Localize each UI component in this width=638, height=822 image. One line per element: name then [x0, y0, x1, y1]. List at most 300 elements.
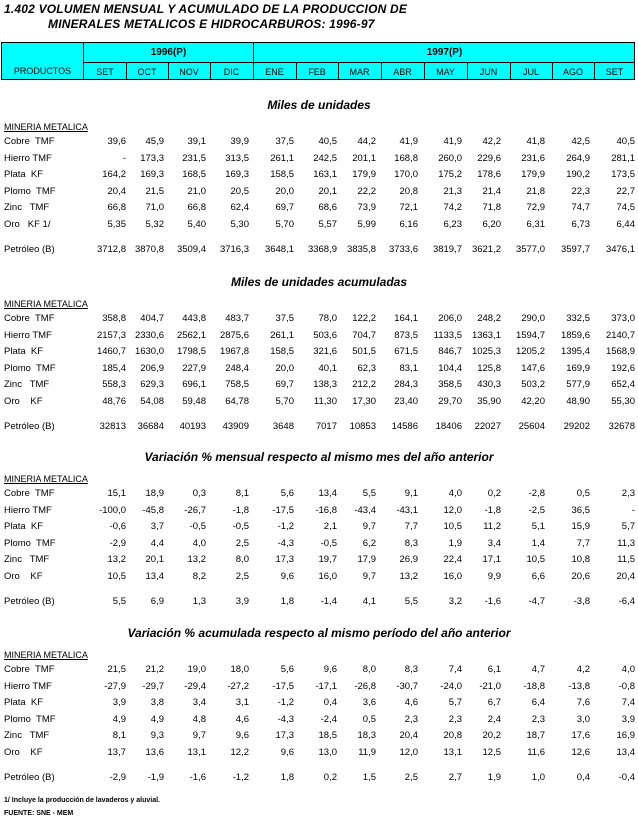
month-header: MAR — [349, 66, 370, 77]
month-header: JUL — [522, 66, 539, 77]
table-cell: 29,70 — [438, 396, 462, 407]
row-label: Petróleo (B) — [4, 420, 55, 432]
table-cell: 169,9 — [566, 362, 590, 374]
table-cell: 20,0 — [275, 185, 294, 197]
table-cell: 39,6 — [107, 136, 126, 147]
table-cell: -29,4 — [184, 680, 206, 692]
table-cell: 231,5 — [182, 152, 206, 164]
table-cell: 261,1 — [270, 152, 294, 164]
table-cell: 158,5 — [270, 169, 294, 181]
table-cell: 1568,9 — [605, 346, 635, 358]
table-cell: -2,9 — [109, 771, 126, 783]
table-cell: 5,7 — [448, 697, 462, 709]
table-cell: 17,3 — [275, 554, 294, 566]
table-cell: 179,9 — [352, 169, 376, 181]
table-cell: -27,2 — [227, 680, 249, 692]
table-cell: 147,6 — [521, 362, 545, 374]
petroleo-row — [0, 244, 638, 258]
table-cell: 6,20 — [482, 219, 501, 230]
table-cell: 32813 — [99, 420, 126, 432]
table-cell: 1798,5 — [176, 346, 206, 358]
table-cell: 10853 — [349, 420, 376, 432]
table-cell: 36,5 — [571, 504, 590, 516]
table-cell: 4,1 — [362, 595, 376, 607]
table-cell: -26,7 — [184, 504, 206, 516]
group-label: MINERIA METALICA — [4, 474, 88, 484]
table-cell: 1967,8 — [219, 346, 249, 358]
table-cell: 1,8 — [280, 595, 294, 607]
table-cell: 3712,8 — [96, 243, 126, 255]
table-cell: 1,9 — [448, 537, 462, 549]
table-cell: 3648,1 — [264, 243, 294, 255]
table-cell: 671,5 — [394, 346, 418, 358]
table-cell: -1,6 — [189, 771, 206, 783]
table-cell: 173,3 — [140, 152, 164, 164]
table-cell: 21,0 — [187, 185, 206, 197]
table-cell: 22,3 — [571, 185, 590, 197]
table-row — [0, 379, 638, 393]
table-cell: 1,3 — [192, 595, 206, 607]
table-row — [0, 681, 638, 695]
table-row — [0, 330, 638, 344]
table-cell: -2,4 — [320, 713, 337, 725]
table-cell: 26,9 — [399, 554, 418, 566]
table-cell: 11,3 — [617, 537, 635, 549]
table-cell: 5,6 — [280, 664, 294, 675]
table-cell: -17,5 — [272, 504, 294, 516]
table-cell: 1363,1 — [471, 329, 501, 341]
year-1996-label: 1996(P) — [150, 47, 187, 58]
table-cell: 13,4 — [145, 571, 164, 582]
row-label: Plomo TMF — [4, 185, 56, 197]
table-cell: 11,5 — [617, 554, 635, 566]
table-cell: 164,1 — [394, 313, 418, 324]
table-cell: 19,7 — [318, 554, 337, 566]
table-cell: 185,4 — [102, 362, 126, 374]
table-row — [0, 346, 638, 360]
table-cell: 29202 — [563, 420, 590, 432]
table-cell: 21,5 — [107, 664, 126, 675]
table-cell: 358,5 — [438, 379, 462, 391]
table-row — [0, 202, 638, 216]
table-cell: 2,3 — [404, 713, 418, 725]
table-cell: 1859,6 — [560, 329, 590, 341]
table-cell: -1,2 — [277, 697, 294, 709]
row-label: Cobre TMF — [4, 488, 55, 499]
table-cell: 0,4 — [576, 771, 590, 783]
table-cell: -2,8 — [528, 488, 545, 499]
row-label: Plata KF — [4, 697, 44, 709]
table-cell: 206,9 — [140, 362, 164, 374]
table-cell: 13,6 — [145, 747, 164, 758]
table-cell: 5,32 — [145, 219, 164, 230]
table-cell: 11,9 — [358, 747, 376, 758]
table-cell: 21,2 — [145, 664, 164, 675]
table-cell: 71,8 — [482, 202, 501, 214]
table-cell: 55,30 — [611, 396, 635, 407]
table-cell: 3716,3 — [219, 243, 249, 255]
table-cell: 1,0 — [531, 771, 545, 783]
table-cell: 6,4 — [531, 697, 545, 709]
table-cell: 13,2 — [107, 554, 126, 566]
table-cell: 13,1 — [187, 747, 206, 758]
table-cell: 4,2 — [576, 664, 590, 675]
table-cell: 3,7 — [150, 521, 164, 533]
table-cell: -2,5 — [528, 504, 545, 516]
month-header: NOV — [179, 66, 199, 77]
table-cell: 42,2 — [482, 136, 501, 147]
table-cell: 3621,2 — [471, 243, 501, 255]
table-cell: 1594,7 — [515, 329, 545, 341]
table-cell: 358,8 — [102, 313, 126, 324]
table-cell: 3,6 — [362, 697, 376, 709]
month-header: ENE — [265, 66, 284, 77]
table-cell: 9,6 — [323, 664, 337, 675]
table-cell: 19,0 — [187, 664, 206, 675]
table-cell: -17,1 — [315, 680, 337, 692]
month-header: OCT — [137, 66, 157, 77]
table-cell: 10,5 — [443, 521, 462, 533]
row-label: Hierro TMF — [4, 504, 52, 516]
table-row — [0, 521, 638, 535]
row-label: Hierro TMF — [4, 680, 52, 692]
table-cell: 1460,7 — [96, 346, 126, 358]
table-cell: 4,9 — [112, 713, 126, 725]
table-cell: 7017 — [315, 420, 337, 432]
table-cell: 43909 — [222, 420, 249, 432]
table-cell: 5,30 — [230, 219, 249, 230]
table-cell: 168,5 — [182, 169, 206, 181]
group-label: MINERIA METALICA — [4, 122, 88, 132]
table-cell: 2330,6 — [134, 329, 164, 341]
table-cell: 20,4 — [399, 730, 418, 742]
table-cell: 443,8 — [182, 313, 206, 324]
month-header: ABR — [393, 66, 412, 77]
table-cell: 248,2 — [477, 313, 501, 324]
table-cell: 1,4 — [531, 537, 545, 549]
table-cell: 1395,4 — [560, 346, 590, 358]
table-cell: 758,5 — [225, 379, 249, 391]
table-cell: 74,2 — [443, 202, 462, 214]
table-cell: 168,8 — [394, 152, 418, 164]
table-row — [0, 730, 638, 744]
table-cell: 13,2 — [187, 554, 206, 566]
table-cell: 4,8 — [192, 713, 206, 725]
table-cell: 11,2 — [483, 521, 501, 533]
row-label: Petróleo (B) — [4, 771, 55, 783]
table-cell: -30,7 — [396, 680, 418, 692]
row-label: Petróleo (B) — [4, 243, 55, 255]
table-row — [0, 363, 638, 377]
table-row — [0, 554, 638, 568]
row-label: Hierro TMF — [4, 329, 52, 341]
table-cell: 5,70 — [275, 219, 294, 230]
table-cell: -4,3 — [277, 537, 294, 549]
table-cell: 6,44 — [616, 219, 635, 230]
table-cell: 0,5 — [362, 713, 376, 725]
row-label: Cobre TMF — [4, 664, 55, 675]
table-cell: 11,6 — [527, 747, 545, 758]
month-header: SET — [605, 66, 624, 77]
table-cell: 3,1 — [235, 697, 249, 709]
table-cell: 21,3 — [443, 185, 462, 197]
table-cell: 5,40 — [187, 219, 206, 230]
table-cell: 2,7 — [448, 771, 462, 783]
table-cell: 48,76 — [102, 396, 126, 407]
table-cell: 5,7 — [621, 521, 635, 533]
table-cell: 7,7 — [576, 537, 590, 549]
table-cell: 1025,3 — [471, 346, 501, 358]
table-cell: 212,2 — [352, 379, 376, 391]
table-cell: 8,2 — [192, 571, 206, 582]
table-cell: 12,5 — [482, 747, 501, 758]
table-cell: 577,9 — [566, 379, 590, 391]
row-label: Oro KF — [4, 571, 43, 582]
table-cell: 290,0 — [521, 313, 545, 324]
table-cell: 62,3 — [357, 362, 376, 374]
table-cell: 206,0 — [438, 313, 462, 324]
table-cell: 69,7 — [275, 379, 294, 391]
table-cell: 20,1 — [145, 554, 164, 566]
table-cell: 37,5 — [275, 313, 294, 324]
table-cell: 62,4 — [230, 202, 249, 214]
table-cell: 125,8 — [477, 362, 501, 374]
table-cell: 9,6 — [280, 571, 294, 582]
table-cell: 41,8 — [526, 136, 545, 147]
table-cell: 12,6 — [571, 747, 590, 758]
table-cell: 179,9 — [521, 169, 545, 181]
table-cell: 69,7 — [275, 202, 294, 214]
table-cell: 3597,7 — [560, 243, 590, 255]
table-cell: 21,5 — [145, 185, 164, 197]
table-cell: -1,9 — [147, 771, 164, 783]
month-header: AGO — [562, 66, 583, 77]
table-cell: 313,5 — [225, 152, 249, 164]
table-cell: 3819,7 — [432, 243, 462, 255]
table-cell: 22027 — [474, 420, 501, 432]
footnote: 1/ Incluye la producción de lavaderos y aluvial. — [4, 797, 161, 804]
row-label: Plata KF — [4, 169, 44, 181]
table-cell: 1,9 — [487, 771, 501, 783]
table-cell: -100,0 — [99, 504, 126, 516]
table-cell: 2157,3 — [96, 329, 126, 341]
table-row — [0, 571, 638, 585]
table-cell: 9,6 — [235, 730, 249, 742]
row-label: Plata KF — [4, 346, 44, 358]
table-row — [0, 313, 638, 327]
table-cell: 404,7 — [140, 313, 164, 324]
table-cell: 1,8 — [280, 771, 294, 783]
month-header: FEB — [308, 66, 326, 77]
table-cell: 9,7 — [362, 571, 376, 582]
row-label: Zinc TMF — [4, 202, 50, 214]
table-cell: 169,3 — [225, 169, 249, 181]
table-cell: 15,1 — [107, 488, 126, 499]
table-cell: 5,70 — [275, 396, 294, 407]
table-cell: 83,1 — [399, 362, 418, 374]
table-cell: 261,1 — [270, 329, 294, 341]
table-cell: 2,3 — [448, 713, 462, 725]
table-cell: 3,4 — [487, 537, 501, 549]
table-cell: 2,5 — [404, 771, 418, 783]
table-cell: 2,5 — [235, 537, 249, 549]
table-cell: 164,2 — [102, 169, 126, 181]
table-cell: 0,2 — [487, 488, 501, 499]
table-cell: 178,6 — [477, 169, 501, 181]
table-cell: 12,2 — [230, 747, 249, 758]
table-cell: 6,9 — [150, 595, 164, 607]
table-cell: -18,8 — [523, 680, 545, 692]
table-cell: 260,0 — [438, 152, 462, 164]
source-note: FUENTE: SNE - MEM — [4, 810, 74, 817]
table-cell: 6,1 — [487, 664, 501, 675]
table-cell: 4,6 — [235, 713, 249, 725]
group-label: MINERIA METALICA — [4, 650, 88, 660]
table-cell: 18,0 — [230, 664, 249, 675]
table-cell: 6,16 — [399, 219, 418, 230]
table-cell: -0,5 — [232, 521, 249, 533]
table-cell: 20,0 — [275, 362, 294, 374]
table-cell: 5,6 — [280, 488, 294, 499]
table-cell: 41,9 — [399, 136, 418, 147]
table-cell: 503,2 — [521, 379, 545, 391]
table-cell: 45,9 — [145, 136, 164, 147]
table-cell: 68,6 — [318, 202, 337, 214]
table-cell: -4,3 — [277, 713, 294, 725]
table-cell: -0,5 — [189, 521, 206, 533]
table-cell: 10,5 — [107, 571, 126, 582]
section-title: Miles de unidades acumuladas — [230, 275, 408, 289]
table-cell: -1,6 — [484, 595, 501, 607]
table-cell: 3509,4 — [176, 243, 206, 255]
table-row — [0, 488, 638, 502]
table-cell: 42,5 — [571, 136, 590, 147]
table-cell: 4,9 — [150, 713, 164, 725]
table-cell: 175,2 — [438, 169, 462, 181]
table-cell: 14586 — [391, 420, 418, 432]
table-cell: -21,0 — [479, 680, 501, 692]
table-cell: 13,1 — [443, 747, 462, 758]
table-cell: 4,6 — [404, 697, 418, 709]
table-cell: 10,5 — [526, 554, 545, 566]
table-cell: 227,9 — [182, 362, 206, 374]
table-cell: 2875,6 — [219, 329, 249, 341]
table-row — [0, 714, 638, 728]
table-cell: 16,0 — [443, 571, 462, 582]
table-cell: 73,9 — [357, 202, 376, 214]
row-label: Zinc TMF — [4, 379, 50, 391]
table-cell: -13,8 — [568, 680, 590, 692]
table-cell: 22,2 — [357, 185, 376, 197]
table-cell: 192,6 — [611, 362, 635, 374]
table-cell: 54,08 — [140, 396, 164, 407]
table-cell: 6,73 — [571, 219, 590, 230]
table-cell: 2,5 — [235, 571, 249, 582]
table-cell: 44,2 — [357, 136, 376, 147]
table-cell: 20,8 — [443, 730, 462, 742]
table-cell: 2,3 — [621, 488, 635, 499]
table-cell: 17,1 — [482, 554, 501, 566]
table-cell: 170,0 — [394, 169, 418, 181]
row-label: Plomo TMF — [4, 362, 56, 374]
petroleo-row — [0, 772, 638, 786]
table-cell: 1,5 — [362, 771, 376, 783]
table-cell: 122,2 — [352, 313, 376, 324]
table-cell: 173,5 — [611, 169, 635, 181]
table-cell: 229,6 — [477, 152, 501, 164]
table-cell: 321,6 — [313, 346, 337, 358]
table-cell: 3577,0 — [515, 243, 545, 255]
table-cell: 3,4 — [192, 697, 206, 709]
table-cell: 9,9 — [487, 571, 501, 582]
table-cell: 0,4 — [323, 697, 337, 709]
table-cell: 37,5 — [275, 136, 294, 147]
table-cell: -29,7 — [142, 680, 164, 692]
table-cell: 3870,8 — [134, 243, 164, 255]
table-cell: 20,4 — [107, 185, 126, 197]
row-label: Plata KF — [4, 521, 44, 533]
table-cell: 22,4 — [443, 554, 462, 566]
month-header: MAY — [436, 66, 455, 77]
table-cell: - — [631, 504, 635, 516]
table-cell: 17,30 — [352, 396, 376, 407]
table-cell: 18,9 — [145, 488, 164, 499]
table-cell: 17,3 — [275, 730, 294, 742]
section-title: Variación % mensual respecto al mismo mes del año anterior — [144, 450, 494, 464]
table-cell: 1133,5 — [433, 329, 462, 341]
productos-header: PRODUCTOS — [13, 66, 72, 76]
row-label: Plomo TMF — [4, 713, 56, 725]
table-cell: 9,7 — [192, 730, 206, 742]
table-row — [0, 153, 638, 167]
table-cell: 6,6 — [531, 571, 545, 582]
table-cell: 12,0 — [399, 747, 418, 758]
table-cell: 17,9 — [357, 554, 376, 566]
table-cell: 138,3 — [313, 379, 337, 391]
section-title: Miles de unidades — [267, 98, 371, 112]
table-cell: 59,48 — [182, 396, 206, 407]
table-cell: 163,1 — [313, 169, 337, 181]
table-cell: 373,0 — [611, 313, 635, 324]
table-cell: 39,1 — [187, 136, 206, 147]
table-cell: 21,8 — [526, 185, 545, 197]
title-line-1: 1.402 VOLUMEN MENSUAL Y ACUMULADO DE LA PRODUCCION DE — [4, 2, 408, 16]
table-cell: 4,7 — [531, 664, 545, 675]
table-cell: 41,9 — [443, 136, 462, 147]
table-row — [0, 219, 638, 233]
table-cell: 74,5 — [616, 202, 635, 214]
table-cell: 13,4 — [616, 747, 635, 758]
table-cell: 2,4 — [487, 713, 501, 725]
table-cell: -0,6 — [109, 521, 126, 533]
table-cell: 13,4 — [318, 488, 337, 499]
table-cell: 20,4 — [616, 571, 635, 582]
table-cell: 248,4 — [225, 362, 249, 374]
table-cell: 7,6 — [576, 697, 590, 709]
table-cell: 32678 — [608, 420, 635, 432]
table-cell: 5,99 — [357, 219, 376, 230]
table-cell: -1,4 — [320, 595, 337, 607]
table-cell: 629,3 — [140, 379, 164, 391]
table-cell: 18,5 — [318, 730, 337, 742]
table-cell: 18406 — [435, 420, 462, 432]
table-cell: 20,5 — [230, 185, 249, 197]
month-header: JUN — [479, 66, 498, 77]
table-cell: 231,6 — [521, 152, 545, 164]
table-cell: 3835,8 — [346, 243, 376, 255]
table-cell: 5,57 — [318, 219, 337, 230]
table-cell: - — [122, 152, 126, 164]
